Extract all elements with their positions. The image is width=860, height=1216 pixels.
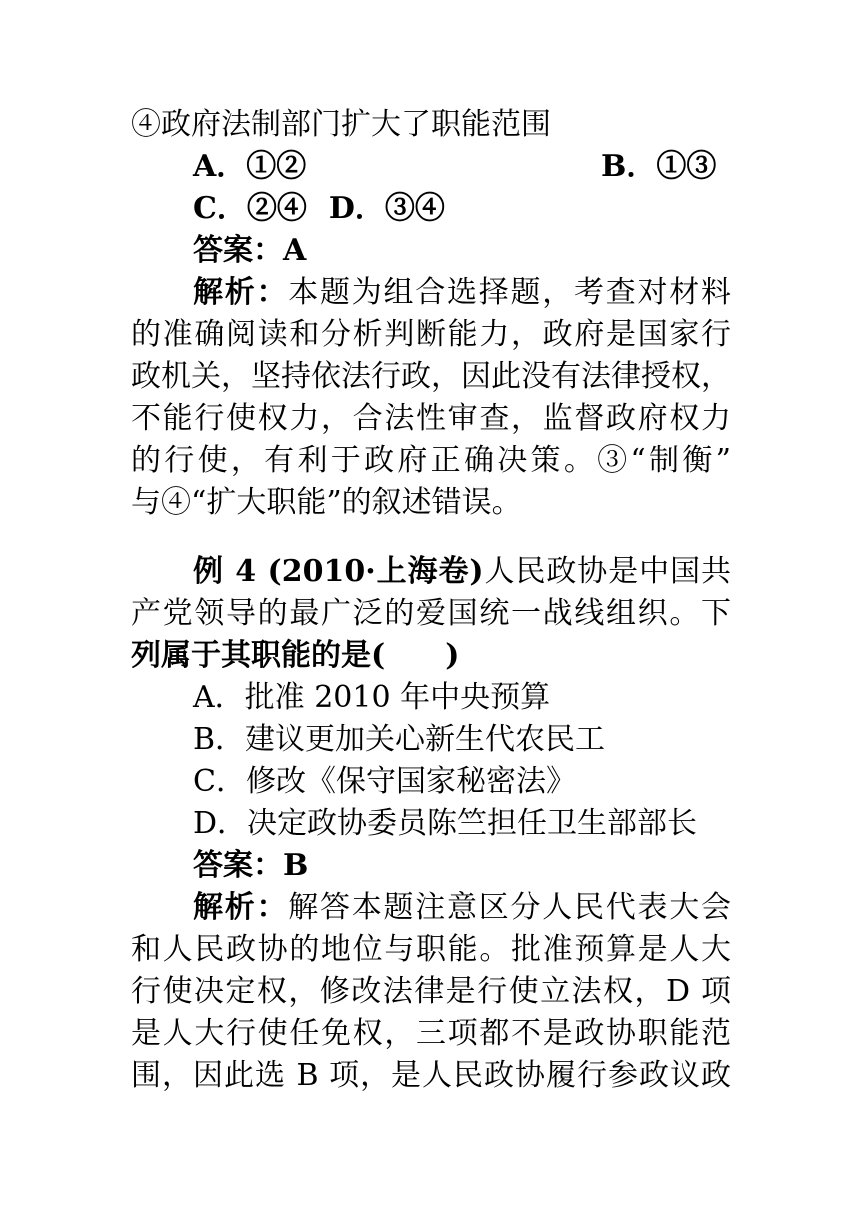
q4-analysis-label: 解析： bbox=[193, 890, 289, 925]
q4-option-b: B．建议更加关心新生代农民工 bbox=[193, 722, 606, 757]
q3-analysis-line-2: 的准确阅读和分析判断能力，政府是国家行 bbox=[131, 317, 731, 352]
q4-stem-line-2: 产党领导的最广泛的爱国统一战线组织。下 bbox=[131, 596, 731, 631]
q3-analysis-line-1 bbox=[193, 272, 731, 314]
q4-analysis-line-4: 是人大行使任免权，三项都不是政协职能范 bbox=[131, 1016, 731, 1051]
q4-option-d: D．决定政协委员陈竺担任卫生部部长 bbox=[193, 806, 698, 841]
q4-answer-value: B bbox=[283, 848, 309, 883]
q4-option-a: A．批准 2010 年中央预算 bbox=[193, 680, 551, 715]
q3-analysis-label: 解析： bbox=[193, 275, 289, 310]
q3-answer-label: 答案： bbox=[193, 233, 283, 268]
q3-analysis-line-4: 不能行使权力，合法性审查，监督政府权力 bbox=[131, 401, 731, 436]
q3-options-cd bbox=[193, 188, 731, 230]
q3-answer bbox=[193, 230, 731, 272]
q4-answer bbox=[193, 845, 731, 887]
q3-option-d: D．③④ bbox=[328, 191, 445, 226]
q4-label: 例 4 (2010·上海卷) bbox=[193, 554, 484, 589]
q3-analysis-line-3: 政机关，坚持依法行政，因此没有法律授权， bbox=[131, 359, 731, 394]
q4-stem-line-1 bbox=[193, 551, 731, 593]
q3-option-b: B．①③ bbox=[601, 149, 717, 184]
q3-option-c: C．②④ bbox=[193, 191, 307, 226]
q4-analysis-text-1: 解答本题注意区分人民代表大会 bbox=[288, 890, 731, 925]
q4-analysis-line-2: 和人民政协的地位与职能。批准预算是人大 bbox=[131, 932, 731, 967]
q3-analysis-line-6: 与④“扩大职能”的叙述错误。 bbox=[131, 485, 522, 520]
q4-analysis-line-3: 行使决定权，修改法律是行使立法权，D 项 bbox=[131, 974, 731, 1009]
q4-analysis-line-1 bbox=[193, 887, 731, 929]
q4-stem-text-1: 人民政协是中国共 bbox=[483, 554, 732, 589]
q3-analysis-line-5: 的行使，有利于政府正确决策。③“制衡” bbox=[131, 443, 731, 478]
q3-item-4: ④政府法制部门扩大了职能范围 bbox=[131, 107, 551, 142]
q3-analysis-text-1: 本题为组合选择题，考查对材料 bbox=[288, 275, 731, 310]
q4-answer-label: 答案： bbox=[193, 848, 283, 883]
q3-answer-value: A bbox=[283, 233, 307, 268]
q4-stem-line-3: 列属于其职能的是( ) bbox=[131, 638, 460, 673]
q4-option-c: C．修改《保守国家秘密法》 bbox=[193, 764, 576, 799]
q3-option-a: A．①② bbox=[193, 149, 307, 184]
q4-analysis-line-5: 围，因此选 B 项，是人民政协履行参政议政 bbox=[131, 1058, 731, 1093]
